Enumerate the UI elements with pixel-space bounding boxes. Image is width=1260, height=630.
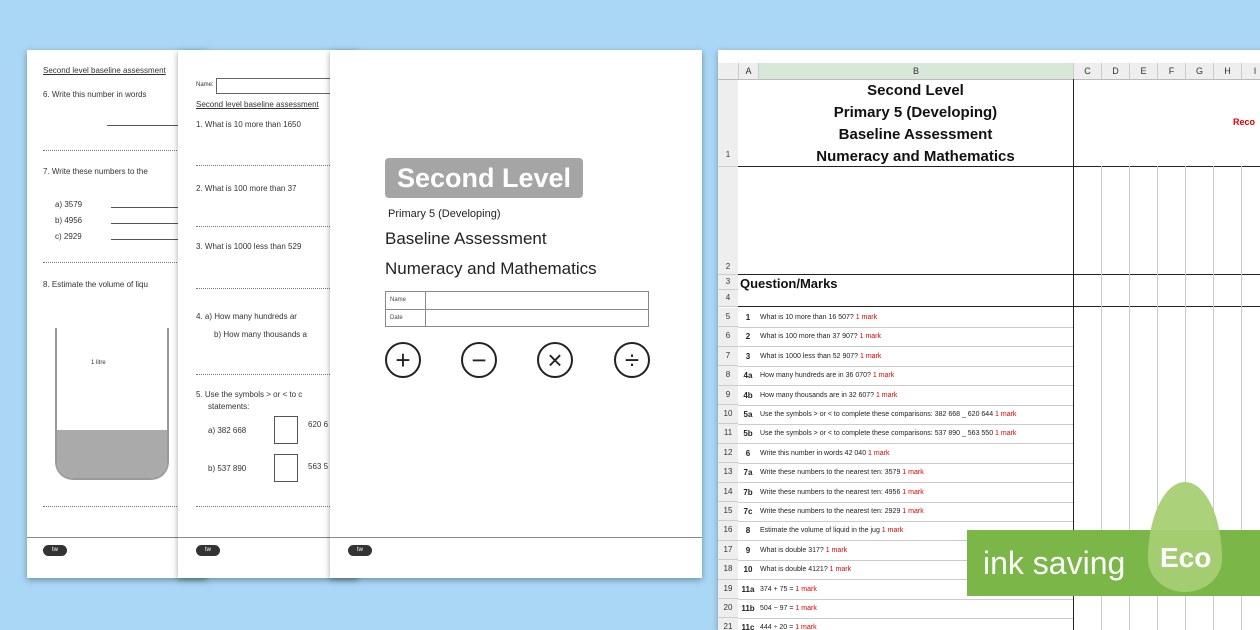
page-header: Second level baseline assessment: [196, 100, 319, 109]
row-header: 7: [718, 347, 738, 366]
row-header: 18: [718, 560, 738, 579]
question-number: 7a: [743, 468, 753, 478]
mark-value: 1 mark: [795, 605, 817, 612]
row-header: 5: [718, 308, 738, 327]
question-text: Use the symbols > or < to complete these comparisons: 382 668 _ 620 644 1 mark: [760, 411, 1017, 418]
question-number: 11c: [741, 623, 755, 630]
question-text: Estimate the volume of liquid in the jug 1 mark: [760, 527, 904, 535]
question-row: [738, 618, 1073, 630]
mark-value: 1 mark: [860, 352, 882, 360]
question-number: 10: [743, 565, 753, 575]
question-row: [738, 386, 1073, 406]
sheet-title-line: Baseline Assessment: [838, 126, 993, 143]
question-number: 8: [745, 526, 751, 536]
mark-value: 1 mark: [872, 372, 895, 380]
question-7a: a) 3579: [55, 200, 83, 209]
question-marks-header: Question/Marks: [740, 276, 838, 291]
twinkl-logo: tw: [43, 545, 67, 556]
question-text: What is 100 more than 37 907? 1 mark: [760, 333, 882, 341]
row-header: 11: [718, 424, 738, 443]
question-number: 1: [745, 313, 751, 322]
row-header: 6: [718, 327, 738, 346]
jug-liquid: [57, 430, 167, 478]
question-row: [738, 308, 1073, 328]
twinkl-logo: tw: [348, 545, 372, 556]
mark-value: 1 mark: [795, 624, 817, 630]
select-all-corner: [718, 63, 739, 80]
question-8: 8. Estimate the volume of liqu: [43, 280, 148, 289]
row-header: 4: [718, 290, 738, 307]
question-row: [738, 347, 1073, 367]
plus-icon: +: [385, 342, 421, 378]
question-5b-right: 563 5: [308, 462, 329, 471]
row-header: 15: [718, 502, 738, 521]
question-text: Write this number in words 42 040 1 mark: [760, 449, 890, 457]
question-2: 2. What is 100 more than 37: [196, 184, 297, 193]
question-5-statements: statements:: [208, 402, 250, 411]
question-5b: b) 537 890: [208, 464, 247, 473]
column-header: A: [739, 63, 759, 80]
column-header: F: [1158, 63, 1186, 80]
question-number: 7c: [743, 507, 753, 516]
question-row: [738, 327, 1073, 347]
mark-value: 1 mark: [881, 527, 904, 535]
question-text: How many hundreds are in 36 070? 1 mark: [760, 372, 895, 380]
question-7: 7. Write these numbers to the: [43, 167, 148, 176]
answer-box: [274, 416, 298, 444]
question-5a-right: 620 6: [308, 420, 329, 429]
cover-subtitle: Primary 5 (Developing): [388, 208, 501, 220]
column-header: E: [1130, 63, 1158, 80]
cover-title-2: Numeracy and Mathematics: [385, 259, 597, 278]
row-header: 20: [718, 599, 738, 618]
cover-title-1: Baseline Assessment: [385, 229, 547, 248]
row-header: 2: [718, 167, 738, 275]
question-4a: 4. a) How many hundreds ar: [196, 312, 297, 321]
mark-value: 1 mark: [859, 333, 882, 341]
question-number: 2: [745, 332, 751, 342]
border-line: [738, 306, 1260, 307]
question-5a: a) 382 668: [208, 426, 247, 435]
row-header: 19: [718, 580, 738, 599]
date-label: Date: [386, 310, 426, 327]
row-header: 3: [718, 275, 738, 290]
question-row: [738, 463, 1073, 483]
question-text: How many thousands are in 32 607? 1 mark: [760, 391, 898, 399]
page-header: Second level baseline assessment: [43, 66, 166, 75]
question-4b: b) How many thousands a: [214, 330, 307, 339]
question-number: 5b: [743, 429, 753, 439]
measuring-jug-image: [55, 328, 169, 480]
question-row: [738, 424, 1073, 444]
mark-value: 1 mark: [868, 449, 890, 457]
question-text: 504 − 97 = 1 mark: [760, 605, 817, 612]
question-6: 6. Write this number in words: [43, 90, 147, 99]
column-header: D: [1102, 63, 1130, 80]
mark-value: 1 mark: [829, 566, 852, 574]
border-line: [738, 274, 1260, 275]
question-7b: b) 4956: [55, 216, 83, 225]
question-number: 4b: [743, 390, 753, 400]
mark-value: 1 mark: [902, 469, 924, 477]
question-number: 11b: [741, 604, 755, 613]
question-row: [738, 366, 1073, 386]
column-header: B: [759, 63, 1074, 80]
level-badge: Second Level: [385, 158, 583, 198]
row-header: 8: [718, 366, 738, 385]
row-header: 13: [718, 463, 738, 482]
mark-value: 1 mark: [902, 488, 924, 496]
mark-value: 1 mark: [825, 546, 848, 554]
question-text: Use the symbols > or < to complete these comparisons: 537 890 _ 563 550 1 mark: [760, 430, 1017, 438]
question-text: Write these numbers to the nearest ten: 3579 1 mark: [760, 469, 924, 477]
question-number: 5a: [743, 410, 753, 419]
mark-value: 1 mark: [902, 508, 924, 515]
question-number: 7b: [743, 487, 753, 497]
question-number: 3: [745, 351, 751, 361]
border-line: [738, 166, 1260, 167]
ink-saving-text: ink saving: [983, 545, 1126, 581]
question-1: 1. What is 10 more than 1650: [196, 120, 301, 129]
question-5: 5. Use the symbols > or < to c: [196, 390, 303, 399]
question-row: [738, 599, 1073, 619]
row-header: 10: [718, 405, 738, 424]
mark-value: 1 mark: [855, 314, 878, 321]
column-header: G: [1186, 63, 1214, 80]
footer-line: [330, 537, 702, 538]
mark-value: 1 mark: [795, 585, 817, 593]
mark-value: 1 mark: [995, 411, 1017, 418]
mark-value: 1 mark: [875, 391, 898, 399]
column-header: H: [1214, 63, 1242, 80]
question-row: [738, 502, 1073, 522]
question-number: 11a: [741, 584, 755, 594]
question-text: 444 ÷ 20 = 1 mark: [760, 624, 817, 630]
multiply-icon: ×: [537, 342, 573, 378]
column-header: C: [1074, 63, 1102, 80]
question-text: Write these numbers to the nearest ten: 2929 1 mark: [760, 508, 924, 515]
eco-label: Eco: [1160, 542, 1212, 573]
column-header: I: [1242, 63, 1260, 80]
question-text: What is double 4121? 1 mark: [760, 566, 852, 574]
minus-icon: −: [461, 342, 497, 378]
row-header: 17: [718, 541, 738, 560]
question-3: 3. What is 1000 less than 529: [196, 242, 302, 251]
row-header: 9: [718, 386, 738, 405]
row-header: 1: [718, 80, 738, 167]
question-row: [738, 444, 1073, 464]
twinkl-logo: tw: [196, 545, 220, 556]
sheet-title-line: Second Level: [867, 82, 964, 99]
question-number: 9: [745, 545, 751, 555]
name-label: Name: [386, 292, 426, 309]
sheet-title-line: Primary 5 (Developing): [833, 104, 998, 121]
question-row: [738, 483, 1073, 503]
question-number: 6: [745, 448, 751, 458]
record-label: Reco: [1233, 117, 1256, 127]
question-text: What is 10 more than 16 507? 1 mark: [760, 314, 878, 321]
question-row: [738, 405, 1073, 425]
jug-scale-label: 1 litre: [91, 360, 106, 366]
answer-box: [274, 454, 298, 482]
question-text: What is double 317? 1 mark: [760, 546, 848, 554]
row-header: 14: [718, 483, 738, 502]
sheet-title-line: Numeracy and Mathematics: [816, 148, 1015, 165]
question-text: What is 1000 less than 52 907? 1 mark: [760, 352, 882, 360]
cover-page: [330, 50, 702, 578]
name-label: Name:: [196, 82, 214, 88]
row-header: 12: [718, 444, 738, 463]
name-date-table: [385, 291, 649, 327]
row-header: 21: [718, 618, 738, 630]
question-number: 4a: [743, 371, 753, 381]
question-text: Write these numbers to the nearest ten: 4956 1 mark: [760, 488, 924, 496]
question-7c: c) 2929: [55, 232, 82, 241]
row-header: 16: [718, 521, 738, 540]
mark-value: 1 mark: [995, 430, 1017, 438]
divide-icon: ÷: [614, 342, 650, 378]
sheet-title: [758, 80, 1073, 166]
question-text: 374 + 75 = 1 mark: [760, 585, 817, 593]
